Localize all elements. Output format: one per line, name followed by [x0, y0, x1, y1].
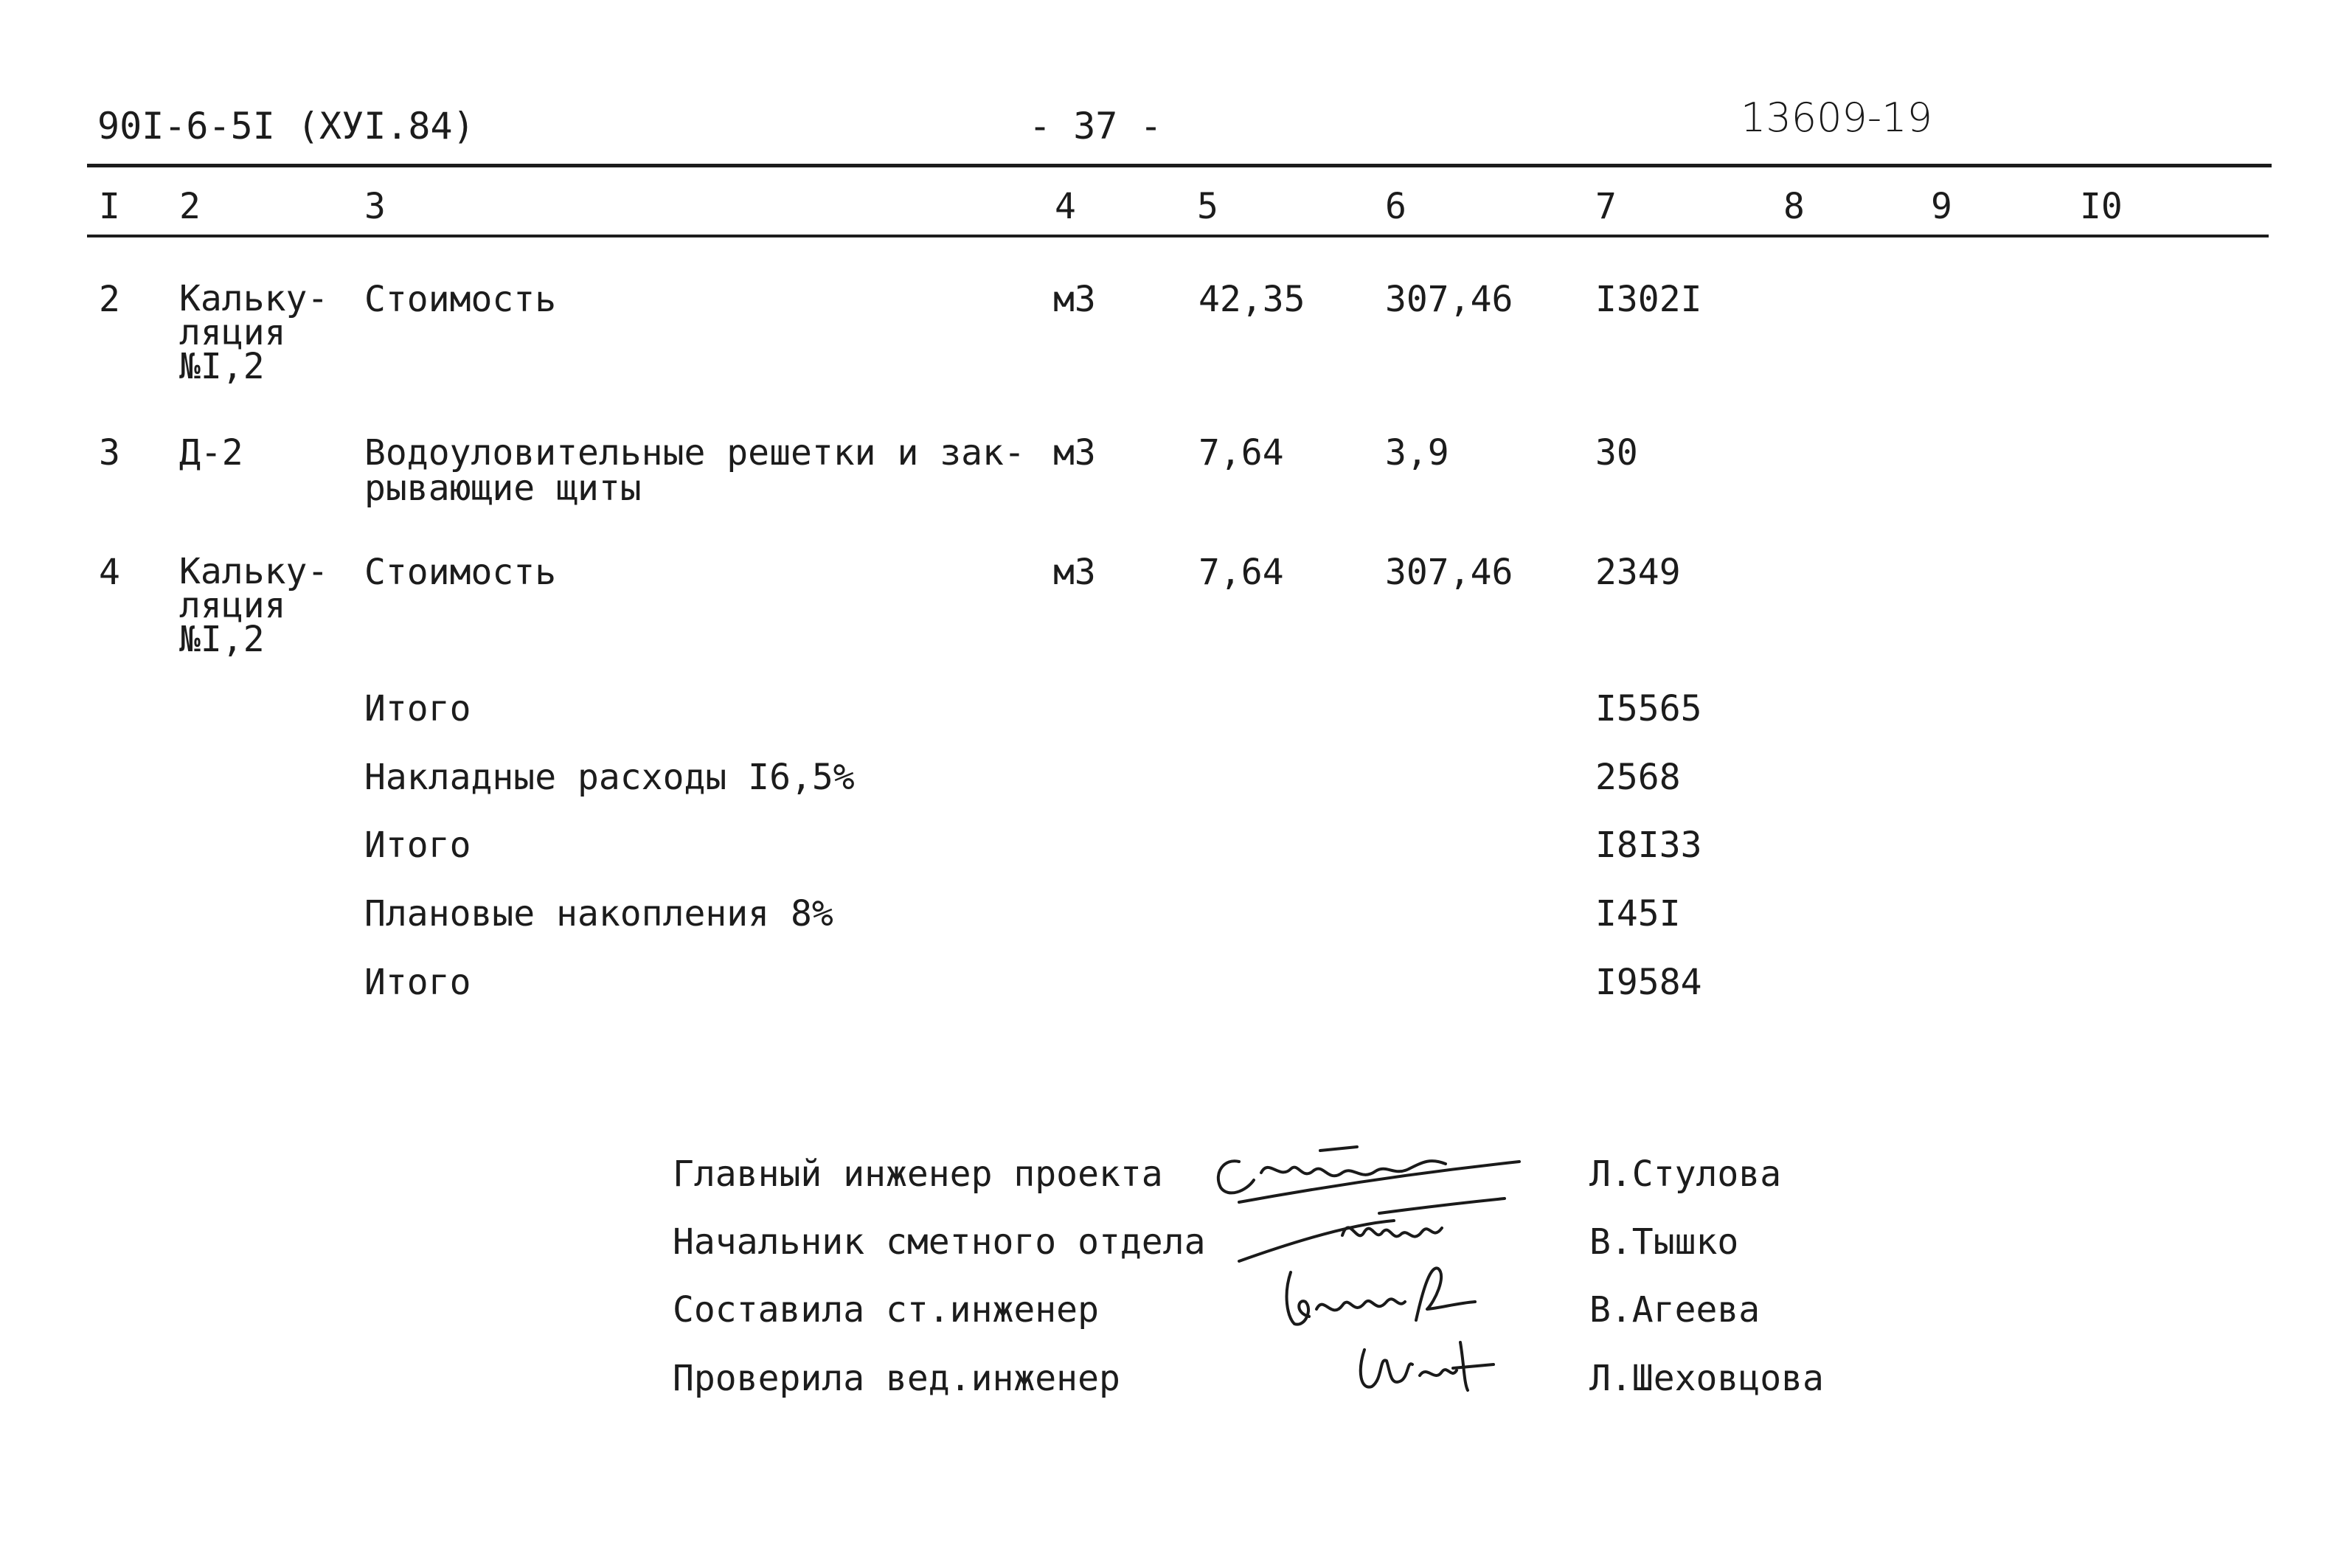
signer-name: В.Агеева — [1589, 1289, 1760, 1331]
row-basis-line: Д-2 — [179, 432, 243, 473]
signer-role: Начальник сметного отдела — [673, 1221, 1206, 1263]
signature-ageeva-icon — [1276, 1257, 1497, 1339]
signer-name: Л.Стулова — [1589, 1154, 1782, 1195]
row-basis-line: №I,2 — [179, 619, 265, 660]
archive-number: 13609-19 — [1741, 94, 1932, 141]
column-number: I — [99, 186, 120, 227]
row-description-line: рывающие щиты — [364, 468, 642, 509]
row-basis-line: ляция — [179, 312, 286, 353]
signer-name: В.Тышко — [1589, 1221, 1739, 1263]
row-unit: м3 — [1053, 279, 1096, 320]
totals-value: I8I33 — [1595, 825, 1702, 866]
row-basis — [179, 551, 329, 660]
row-total: 2349 — [1595, 552, 1681, 593]
row-number: 3 — [99, 432, 120, 473]
header-top-rule — [87, 164, 2272, 167]
totals-label: Накладные расходы I6,5% — [364, 757, 855, 798]
row-description: Стоимость — [364, 552, 557, 593]
column-number: 4 — [1055, 186, 1076, 227]
column-number: 3 — [364, 186, 386, 227]
row-basis — [179, 432, 243, 473]
totals-value: I45I — [1595, 893, 1681, 934]
row-description-line: Водоуловительные решетки и зак- — [364, 432, 1025, 473]
row-basis-line: Кальку- — [179, 278, 329, 319]
row-number: 2 — [99, 279, 120, 320]
signer-role: Составила ст.инженер — [673, 1289, 1099, 1331]
row-unit-price: 3,9 — [1385, 432, 1449, 473]
column-number: 2 — [179, 186, 201, 227]
row-unit: м3 — [1053, 432, 1096, 473]
column-number: 7 — [1595, 186, 1617, 227]
column-number: 8 — [1783, 186, 1805, 227]
row-unit-price: 307,46 — [1385, 279, 1513, 320]
signer-role: Главный инженер проекта — [673, 1154, 1163, 1195]
row-unit: м3 — [1053, 552, 1096, 593]
column-number: 5 — [1197, 186, 1218, 227]
row-number: 4 — [99, 552, 120, 593]
document-code: 90I-6-5I (XУI.84) — [97, 105, 475, 148]
totals-value: I9584 — [1595, 962, 1702, 1003]
row-basis-line: Кальку- — [179, 551, 329, 592]
totals-value: 2568 — [1595, 757, 1681, 798]
signer-role: Проверила вед.инженер — [673, 1358, 1120, 1399]
row-basis — [179, 278, 329, 387]
totals-label: Плановые накопления 8% — [364, 893, 833, 934]
row-unit-price: 307,46 — [1385, 552, 1513, 593]
totals-label: Итого — [364, 688, 471, 729]
header-bottom-rule — [87, 235, 2269, 237]
row-total: I302I — [1595, 279, 1702, 320]
row-description — [364, 432, 1025, 509]
signature-shekhovtsova-icon — [1350, 1328, 1497, 1401]
column-number: 9 — [1931, 186, 1952, 227]
row-quantity: 42,35 — [1198, 279, 1305, 320]
totals-label: Итого — [364, 825, 471, 866]
row-total: 30 — [1595, 432, 1638, 473]
page-number: - 37 - — [1029, 105, 1162, 148]
row-quantity: 7,64 — [1198, 432, 1284, 473]
totals-value: I5565 — [1595, 688, 1702, 729]
column-number: 6 — [1385, 186, 1406, 227]
row-quantity: 7,64 — [1198, 552, 1284, 593]
row-basis-line: №I,2 — [179, 346, 265, 387]
row-description: Стоимость — [364, 279, 557, 320]
column-number: I0 — [2080, 186, 2123, 227]
totals-label: Итого — [364, 962, 471, 1003]
signer-name: Л.Шеховцова — [1589, 1358, 1824, 1399]
row-basis-line: ляция — [179, 585, 286, 626]
